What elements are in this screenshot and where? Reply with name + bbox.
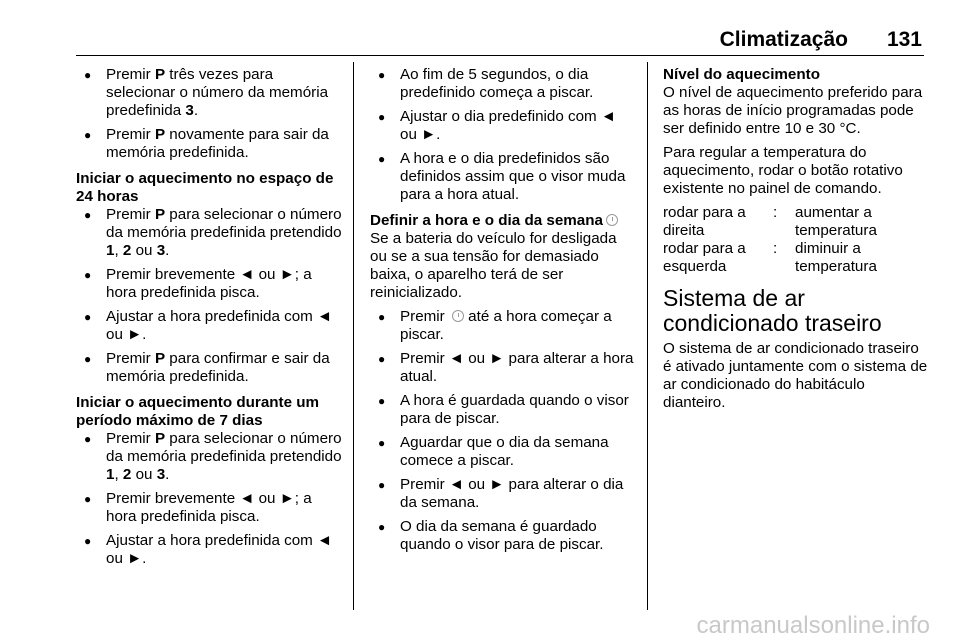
heading-heating-level: Nível do aquecimento: [663, 66, 820, 83]
heating-level-para1: O nível de aquecimento preferido para as horas de início programadas pode ser definido entre 10 e 30 °C.: [663, 84, 923, 137]
list-item: ● Premir ◄ ou ► para alterar o dia da semana.: [370, 476, 634, 512]
watermark: carmanualsonline.info: [696, 612, 930, 639]
list-col1-7d: [76, 430, 344, 568]
heading-24h: Iniciar o aquecimento no espaço de 24 horas: [76, 170, 334, 205]
column-1: [76, 66, 344, 574]
section-text-rear-ac: O sistema de ar condicionado traseiro é ativado juntamente com o sistema de ar condicionado do habitáculo dianteiro.: [663, 340, 928, 411]
list-col2-top: [370, 66, 634, 204]
list-item: ● Premir brevemente ◄ ou ►; a hora predefinida pisca.: [76, 266, 344, 302]
list-item: ● Premir ◄ ou ► para alterar a hora atual.: [370, 350, 634, 386]
clock-icon: [606, 214, 618, 226]
table-term: rodar para a esquerda: [663, 240, 746, 275]
list-item: ● Premir P três vezes para selecionar o número da memória predefinida 3.: [76, 66, 344, 120]
table-row: [663, 240, 929, 276]
list-item: ● A hora e o dia predefinidos são definidos assim que o visor muda para a hora atual.: [370, 150, 634, 204]
list-item: ● Aguardar que o dia da semana comece a piscar.: [370, 434, 634, 470]
heading-set-time-text: Definir a hora e o dia da semana: [370, 212, 603, 229]
list-item: ● Premir P novamente para sair da memória predefinida.: [76, 126, 344, 162]
column-divider-2: [647, 62, 648, 610]
page-header: [0, 28, 960, 52]
list-col2-steps: [370, 308, 634, 554]
table-term: rodar para a direita: [663, 204, 746, 239]
list-item: ● Ajustar a hora predefinida com ◄ ou ►.: [76, 308, 344, 344]
page-number: 131: [886, 28, 922, 51]
set-time-intro: Se a bateria do veículo for desligada ou se a sua tensão for demasiado baixa, o aparelho terá de ser reinicializado.: [370, 230, 617, 301]
table-sep: :: [773, 204, 778, 221]
section-title-rear-ac: Sistema de ar condicionado traseiro: [663, 285, 882, 336]
list-item: ● Premir P para selecionar o número da memória predefinida pretendido 1, 2 ou 3.: [76, 430, 344, 484]
heading-set-time: [370, 212, 634, 230]
list-col1-top: [76, 66, 344, 162]
table-desc: diminuir a temperatura: [795, 240, 877, 275]
table-row: [663, 204, 929, 240]
list-item: ● O dia da semana é guardado quando o visor para de piscar.: [370, 518, 634, 554]
list-item: ● Ajustar o dia predefinido com ◄ ou ►.: [370, 108, 634, 144]
list-item: ● Ao fim de 5 segundos, o dia predefinido começa a piscar.: [370, 66, 634, 102]
list-item: ● Premir até a hora começar a piscar.: [370, 308, 634, 344]
table-sep: :: [773, 240, 778, 257]
table-desc: aumentar a temperatura: [795, 204, 877, 239]
page-title: Climatização: [719, 28, 848, 51]
list-item: ● Premir P para confirmar e sair da memória predefinida.: [76, 350, 344, 386]
column-3: [663, 66, 929, 418]
column-2: [370, 66, 634, 560]
list-item: ● Ajustar a hora predefinida com ◄ ou ►.: [76, 532, 344, 568]
list-item: ● Premir brevemente ◄ ou ►; a hora predefinida pisca.: [76, 490, 344, 526]
rotation-table: [663, 204, 929, 276]
list-col1-24h: [76, 206, 344, 386]
header-divider: [76, 55, 924, 56]
heating-level-para2: Para regular a temperatura do aquecimento, rodar o botão rotativo existente no painel de comando.: [663, 144, 903, 197]
heading-7d: Iniciar o aquecimento durante um período máximo de 7 dias: [76, 394, 320, 429]
column-divider-1: [353, 62, 354, 610]
list-item: ● A hora é guardada quando o visor para de piscar.: [370, 392, 634, 428]
clock-icon: [452, 310, 464, 322]
list-item: ● Premir P para selecionar o número da memória predefinida pretendido 1, 2 ou 3.: [76, 206, 344, 260]
